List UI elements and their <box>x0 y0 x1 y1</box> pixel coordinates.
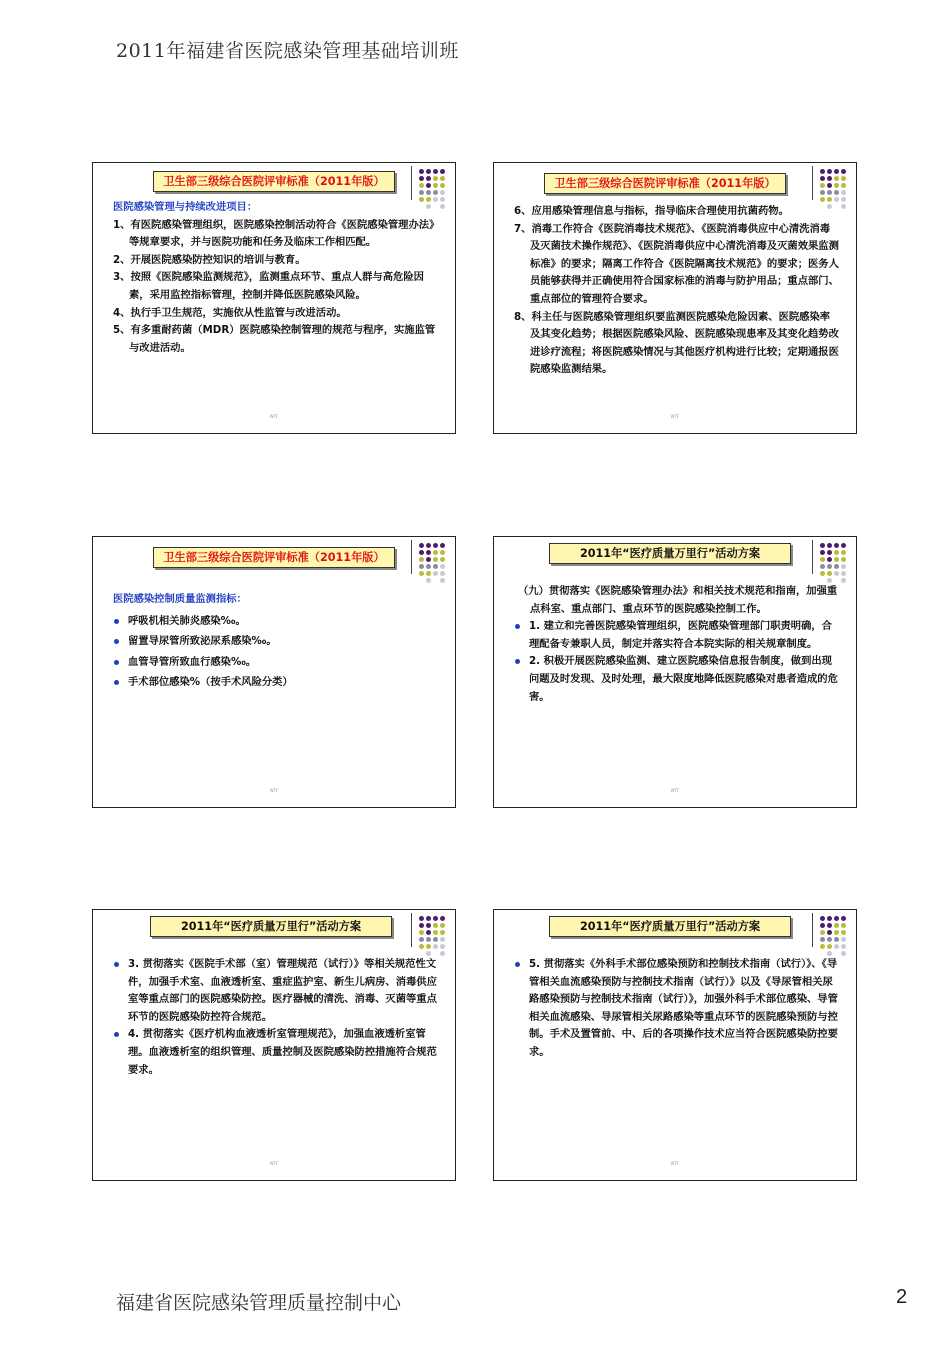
list-item: 6、应用感染管理信息与指标，指导临床合理使用抗菌药物。 <box>514 205 789 217</box>
decorative-dot <box>841 169 846 174</box>
slide-content <box>113 199 439 357</box>
slide-footer-mark: WTF <box>670 1161 680 1166</box>
decorative-dot <box>426 557 431 562</box>
decorative-dot <box>841 204 846 209</box>
decorative-dot <box>820 557 825 562</box>
decorative-dot <box>440 937 445 942</box>
decorative-dot <box>440 951 445 956</box>
decorative-dot <box>440 571 445 576</box>
decorative-dot <box>426 543 431 548</box>
decorative-dot <box>841 543 846 548</box>
slide-footer-mark: WTF <box>269 414 279 419</box>
decorative-dot <box>827 557 832 562</box>
decorative-dot <box>820 944 825 949</box>
list-item: 留置导尿管所致泌尿系感染‰。 <box>113 633 439 651</box>
decorative-dot <box>834 190 839 195</box>
list-item: 5、有多重耐药菌（MDR）医院感染控制管理的规范与程序，实施监管与改进活动。 <box>113 324 436 354</box>
decorative-dot <box>440 550 445 555</box>
decorative-dot <box>426 190 431 195</box>
decorative-dot <box>834 564 839 569</box>
decorative-dot <box>440 190 445 195</box>
decorative-dot <box>419 916 424 921</box>
decorative-dot <box>440 197 445 202</box>
decorative-dot <box>419 557 424 562</box>
decorative-dot <box>841 183 846 188</box>
slide-title: 卫生部三级综合医院评审标准（2011年版） <box>153 171 395 192</box>
intro-paragraph: （九）贯彻落实《医院感染管理办法》和相关技术规范和指南，加强重点科室、重点部门、重点环节的医院感染控制工作。 <box>518 585 838 615</box>
decorative-dot <box>820 176 825 181</box>
decorative-dot <box>419 937 424 942</box>
slide-title: 2011年“医疗质量万里行”活动方案 <box>150 916 392 937</box>
decorative-dot <box>433 916 438 921</box>
divider-line <box>812 913 813 947</box>
decorative-dot <box>841 944 846 949</box>
decorative-dot <box>834 930 839 935</box>
decorative-dot <box>440 916 445 921</box>
slide-5 <box>92 909 456 1181</box>
decorative-dot <box>827 550 832 555</box>
decorative-dot <box>426 930 431 935</box>
decorative-dot <box>820 197 825 202</box>
page-header: 2011年福建省医院感染管理基础培训班 <box>116 40 459 62</box>
divider-line <box>812 166 813 200</box>
slide-title: 卫生部三级综合医院评审标准（2011年版） <box>544 173 786 194</box>
subheading: 医院感染管理与持续改进项目： <box>113 201 258 213</box>
slide-2 <box>493 162 857 434</box>
decorative-dot <box>834 923 839 928</box>
decorative-dot <box>834 571 839 576</box>
decorative-dot <box>433 557 438 562</box>
divider-line <box>411 166 412 200</box>
decorative-dot <box>433 550 438 555</box>
decorative-dot <box>440 183 445 188</box>
decorative-dot <box>841 550 846 555</box>
decorative-dot <box>834 176 839 181</box>
slide-footer-mark: WTF <box>269 1161 279 1166</box>
decorative-dot <box>841 578 846 583</box>
slide-content <box>514 956 840 1062</box>
decorative-dot <box>440 564 445 569</box>
decorative-dot <box>820 930 825 935</box>
decorative-dot <box>419 190 424 195</box>
decorative-dot <box>827 916 832 921</box>
decorative-dot <box>841 951 846 956</box>
decorative-dot <box>827 176 832 181</box>
decorative-dot <box>419 930 424 935</box>
slide-footer-mark: WTF <box>269 788 279 793</box>
decorative-dot <box>827 197 832 202</box>
list-item: 3、按照《医院感染监测规范》，监测重点环节、重点人群与高危险因素，采用监控指标管理，控制并降低医院感染风险。 <box>113 271 424 301</box>
decorative-dot <box>440 169 445 174</box>
slide-title: 2011年“医疗质量万里行”活动方案 <box>549 916 791 937</box>
list-item: 1、有医院感染管理组织，医院感染控制活动符合《医院感染管理办法》等规章要求，并与医院功能和任务及临床工作相匹配。 <box>113 218 435 249</box>
slide-footer-mark: WTF <box>670 414 680 419</box>
decorative-dot <box>827 190 832 195</box>
decorative-dot <box>841 930 846 935</box>
decorative-dot <box>440 176 445 181</box>
decorative-dot <box>433 930 438 935</box>
decorative-dot <box>827 944 832 949</box>
decorative-dot <box>426 571 431 576</box>
decorative-dot <box>419 564 424 569</box>
list-item: 4、执行手卫生规范，实施依从性监管与改进活动。 <box>113 306 347 319</box>
decorative-dot <box>841 937 846 942</box>
decorative-dot <box>820 571 825 576</box>
decorative-dot <box>433 937 438 942</box>
slide-title: 卫生部三级综合医院评审标准（2011年版） <box>153 547 395 568</box>
decorative-dot <box>834 916 839 921</box>
decorative-dot <box>827 571 832 576</box>
list-item: 8、科主任与医院感染管理组织要监测医院感染危险因素、医院感染率及其变化趋势；根据医院感染风险、医院感染现患率及其变化趋势改进诊疗流程；将医院感染情况与其他医疗机构进行比较；定期通报医院感染监测结果。 <box>514 310 839 376</box>
decorative-dot <box>433 183 438 188</box>
decorative-dot <box>426 944 431 949</box>
decorative-dot <box>440 944 445 949</box>
slide-1 <box>92 162 456 434</box>
decorative-dot <box>433 571 438 576</box>
list-item: 呼吸机相关肺炎感染‰。 <box>113 613 439 631</box>
decorative-dot <box>433 543 438 548</box>
slide-content <box>113 591 439 692</box>
decorative-dot <box>419 169 424 174</box>
decorative-dot <box>841 564 846 569</box>
decorative-dot <box>426 550 431 555</box>
list-item: 手术部位感染%（按手术风险分类） <box>113 674 439 692</box>
decorative-dot <box>827 937 832 942</box>
decorative-dot <box>419 176 424 181</box>
decorative-dot <box>841 916 846 921</box>
decorative-dot <box>433 944 438 949</box>
decorative-dot <box>841 923 846 928</box>
list-item: 1. 建立和完善医院感染管理组织，医院感染管理部门职责明确，合理配备专兼职人员，制定并落实符合本院实际的相关规章制度。 <box>514 618 840 653</box>
subheading: 医院感染控制质量监测指标： <box>113 593 247 605</box>
decorative-dot <box>433 923 438 928</box>
list-item: 2. 积极开展医院感染监测、建立医院感染信息报告制度，做到出现问题及时发现、及时处理，最大限度地降低医院感染对患者造成的危害。 <box>514 653 840 706</box>
decorative-dot <box>440 543 445 548</box>
decorative-dot <box>820 543 825 548</box>
page-number: 2 <box>896 1286 908 1308</box>
decorative-dot <box>440 578 445 583</box>
decorative-dot <box>820 916 825 921</box>
decorative-dot <box>433 169 438 174</box>
list-item: 7、消毒工作符合《医院消毒技术规范》、《医院消毒供应中心清洗消毒及灭菌技术操作规范》、《医院消毒供应中心清洗消毒及灭菌效果监测标准》的要求；隔离工作符合《医院隔离技术规范》的要求；医务人员能够获得并正确使用符合国家标准的消毒与防护用品；重点部门、重点部位的管理符合要求。 <box>514 222 839 305</box>
decorative-dot <box>820 190 825 195</box>
list-item: 3. 贯彻落实《医院手术部（室）管理规范（试行）》等相关规范性文件，加强手术室、血液透析室、重症监护室、新生儿病房、消毒供应室等重点部门的医院感染防控。医疗器械的清洗、消毒、灭菌等重点环节的医院感染防控符合规范。 <box>113 956 439 1026</box>
decorative-dot <box>834 550 839 555</box>
slide-title: 2011年“医疗质量万里行”活动方案 <box>549 543 791 564</box>
decorative-dot <box>433 190 438 195</box>
decorative-dot <box>419 923 424 928</box>
decorative-dot <box>426 169 431 174</box>
decorative-dot <box>827 930 832 935</box>
decorative-dot <box>827 543 832 548</box>
decorative-dot <box>834 183 839 188</box>
divider-line <box>812 540 813 574</box>
decorative-dot <box>834 169 839 174</box>
decorative-dot <box>426 923 431 928</box>
decorative-dot <box>834 197 839 202</box>
slide-content <box>514 583 840 706</box>
decorative-dots-icon <box>820 916 854 958</box>
decorative-dot <box>820 183 825 188</box>
divider-line <box>411 913 412 947</box>
slide-4 <box>493 536 857 808</box>
decorative-dot <box>827 169 832 174</box>
decorative-dots-icon <box>419 543 453 585</box>
decorative-dot <box>834 557 839 562</box>
decorative-dot <box>820 550 825 555</box>
decorative-dot <box>820 169 825 174</box>
decorative-dot <box>827 923 832 928</box>
decorative-dot <box>841 190 846 195</box>
slide-3 <box>92 536 456 808</box>
list-item: 4. 贯彻落实《医疗机构血液透析室管理规范》，加强血液透析室管理。血液透析室的组织管理、质量控制及医院感染防控措施符合规范要求。 <box>113 1026 439 1079</box>
decorative-dot <box>426 183 431 188</box>
decorative-dot <box>440 557 445 562</box>
decorative-dot <box>820 937 825 942</box>
decorative-dot <box>419 944 424 949</box>
decorative-dot <box>426 564 431 569</box>
decorative-dot <box>834 937 839 942</box>
decorative-dot <box>419 571 424 576</box>
decorative-dot <box>841 197 846 202</box>
decorative-dot <box>834 543 839 548</box>
page-footer: 福建省医院感染管理质量控制中心 <box>116 1292 402 1314</box>
divider-line <box>411 540 412 574</box>
decorative-dot <box>820 564 825 569</box>
decorative-dot <box>419 183 424 188</box>
list-item: 2、开展医院感染防控知识的培训与教育。 <box>113 253 306 266</box>
decorative-dot <box>834 944 839 949</box>
decorative-dot <box>433 564 438 569</box>
list-item: 5. 贯彻落实《外科手术部位感染预防和控制技术指南（试行）》、《导管相关血流感染预防与控制技术指南（试行）》以及《导尿管相关尿路感染预防与控制技术指南（试行）》，加强外科手术部位感染、导管相关血流感染、导尿管相关尿路感染等重点环节的医院感染预防与控制。手术及置管前、中、后的各项操作技术应当符合医院感染防控要求。 <box>514 956 840 1062</box>
decorative-dots-icon <box>419 916 453 958</box>
decorative-dot <box>440 923 445 928</box>
list-item: 血管导管所致血行感染‰。 <box>113 654 439 672</box>
decorative-dot <box>440 930 445 935</box>
decorative-dot <box>419 550 424 555</box>
slide-footer-mark: WTF <box>670 788 680 793</box>
decorative-dot <box>841 557 846 562</box>
decorative-dots-icon <box>820 543 854 585</box>
slide-content <box>113 956 439 1079</box>
decorative-dot <box>433 176 438 181</box>
decorative-dot <box>426 176 431 181</box>
decorative-dot <box>419 543 424 548</box>
decorative-dot <box>426 578 431 583</box>
decorative-dot <box>426 916 431 921</box>
decorative-dot <box>426 937 431 942</box>
slide-6 <box>493 909 857 1181</box>
decorative-dot <box>827 183 832 188</box>
decorative-dot <box>841 571 846 576</box>
decorative-dot <box>827 564 832 569</box>
decorative-dot <box>440 204 445 209</box>
decorative-dot <box>841 176 846 181</box>
decorative-dot <box>820 923 825 928</box>
slide-content <box>514 203 840 379</box>
